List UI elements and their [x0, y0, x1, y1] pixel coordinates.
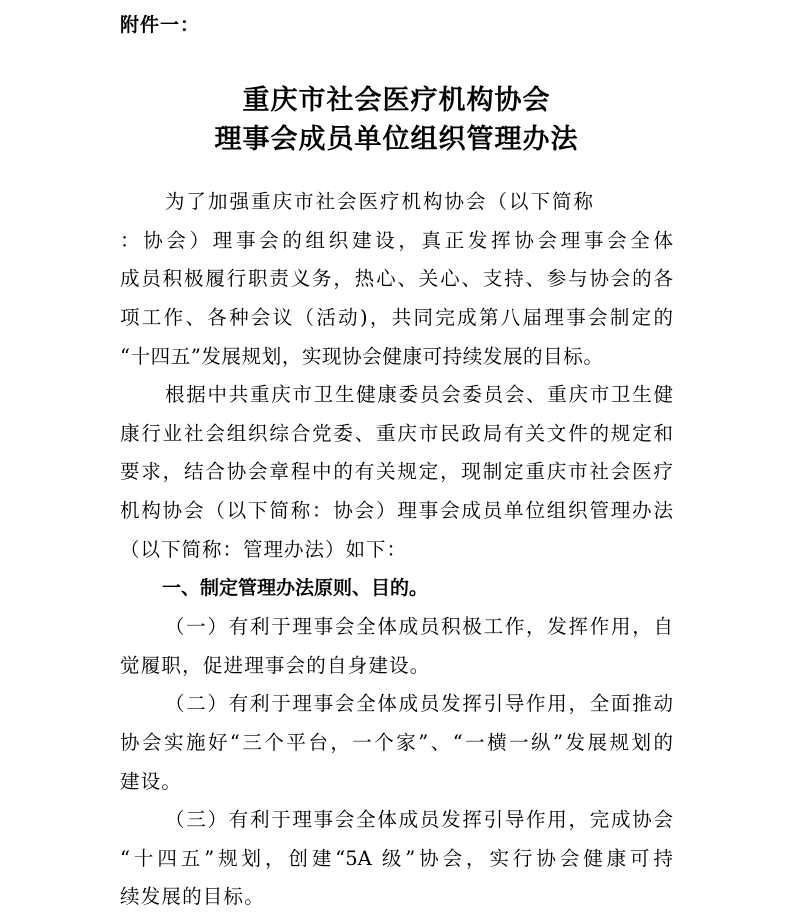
paragraph-line: 项工作、各种会议（活动)，共同完成第八届理事会制定的 [120, 306, 673, 329]
paragraph-line: （一）有利于理事会全体成员积极工作，发挥作用，自 [165, 615, 673, 638]
paragraph-line: 康行业社会组织综合党委、重庆市民政局有关文件的规定和 [120, 422, 673, 445]
paragraph-line: 根据中共重庆市卫生健康委员会委员会、重庆市卫生健 [165, 383, 673, 406]
paragraph-line: “十四五”规划，创建“5A 级”协会，实行协会健康可持 [120, 847, 673, 870]
paragraph-line: 续发展的目标。 [120, 885, 265, 908]
paragraph-line: 协会实施好“三个平台，一个家”、“一横一纵”发展规划的 [120, 731, 673, 754]
paragraph-line: 为了加强重庆市社会医疗机构协会（以下简称 [165, 190, 596, 213]
paragraph-line: 机构协会（以下简称：协会）理事会成员单位组织管理办法 [120, 499, 673, 522]
paragraph-line: 建设。 [120, 770, 183, 793]
paragraph-line: ：协会）理事会的组织建设，真正发挥协会理事会全体 [120, 229, 673, 252]
paragraph-line: 觉履职，促进理事会的自身建设。 [120, 654, 431, 677]
paragraph-line: “十四五”发展规划，实现协会健康可持续发展的目标。 [120, 345, 604, 368]
paragraph-line: （三）有利于理事会全体成员发挥引导作用，完成协会 [165, 808, 673, 831]
paragraph-line: （以下简称：管理办法）如下： [120, 538, 408, 561]
attachment-label: 附件一： [120, 14, 201, 36]
paragraph-line: 成员积极履行职责义务，热心、关心、支持、参与协会的各 [120, 267, 673, 290]
document-title-line-2: 理事会成员单位组织管理办法 [214, 124, 579, 155]
paragraph-line: （二）有利于理事会全体成员发挥引导作用，全面推动 [165, 692, 673, 715]
section-heading: 一、制定管理办法原则、目的。 [162, 577, 429, 599]
paragraph-line: 要求，结合协会章程中的有关规定，现制定重庆市社会医疗 [120, 460, 673, 483]
document-title-line-1: 重庆市社会医疗机构协会 [242, 85, 551, 116]
